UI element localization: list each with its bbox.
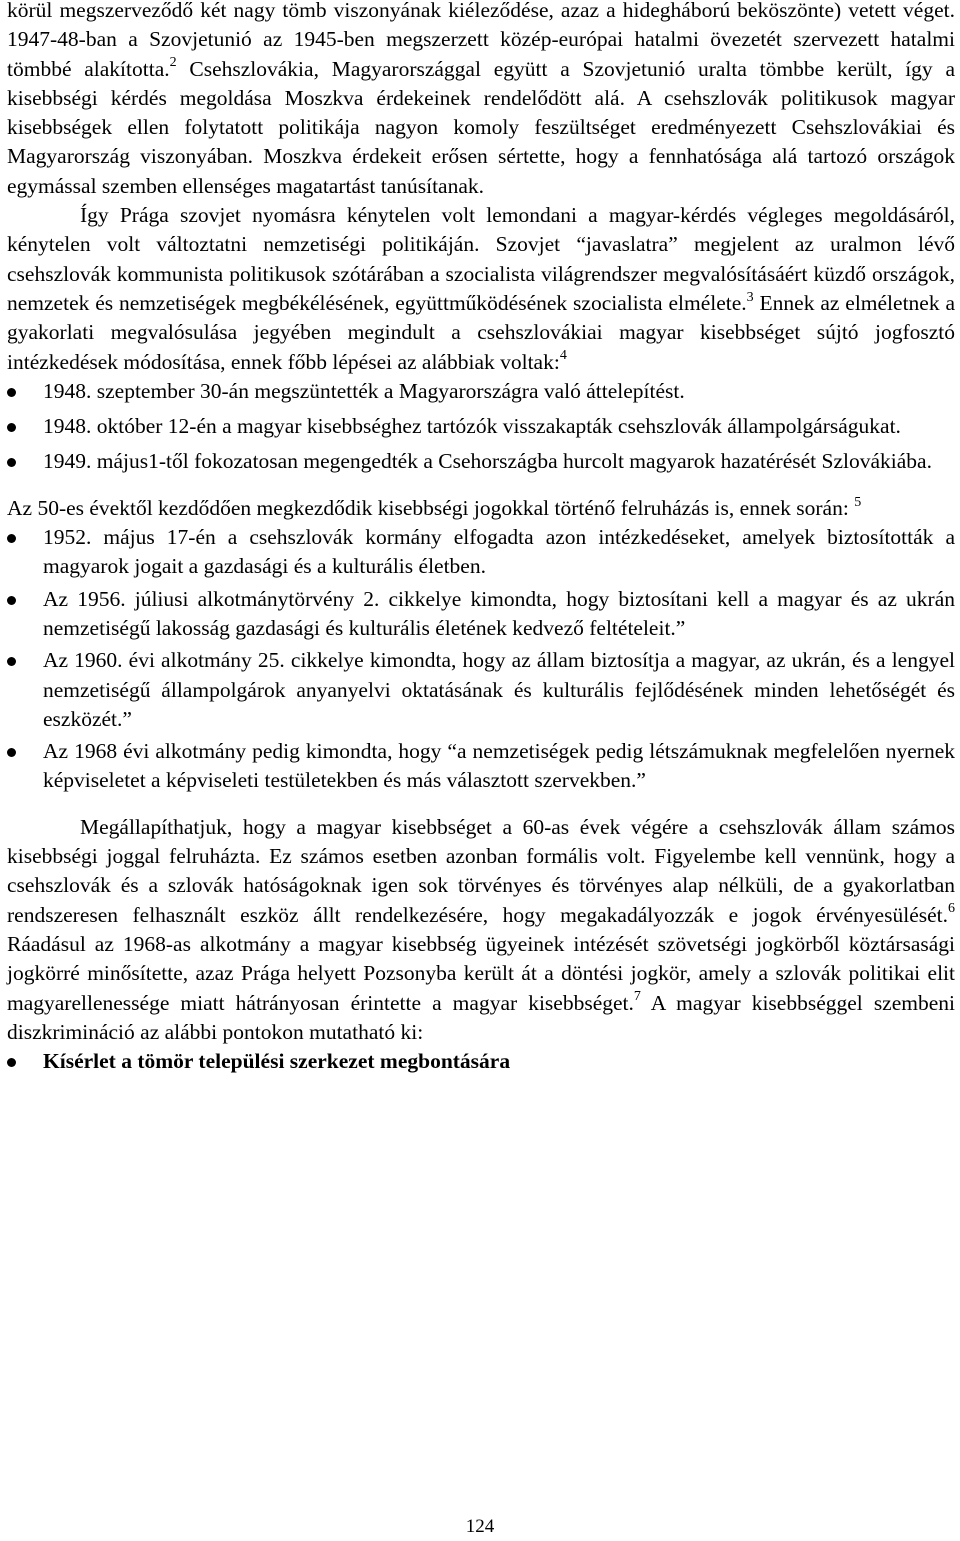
- paragraph-1: [7, 0, 955, 201]
- section-heading-list: [7, 1047, 955, 1076]
- bullet-icon: [7, 748, 16, 757]
- footnote-ref-4[interactable]: 4: [559, 348, 567, 364]
- list-item-text: Az 1956. júliusi alkotmánytörvény 2. cikkelye kimondta, hogy biztosítani kell a magyar és az ukrán nemzetiségű lakosság gazdasági és kulturális életének kedvező feltételeit.”: [43, 586, 955, 640]
- footnote-ref-5[interactable]: 5: [854, 494, 862, 510]
- paragraph-4: [7, 813, 955, 1047]
- paragraph-3: [7, 494, 955, 523]
- paragraph-2-text-a: Így Prága szovjet nyomásra kénytelen volt lemondani a magyar-kérdés végleges megoldásáról, kénytelen volt változtatni nemzetiségi politikáján. Szovjet “javaslatra” megjelent az uralmon lévő csehszlovák kommunista politikusok szótárában a szocialista világrendszer megvalósításáért küzdő országok, nemzetek és nemzetiségek megbékélésének, együttműködésének szocialista elmélete.: [7, 203, 955, 315]
- paragraph-3-text: Az 50-es évektől kezdődően megkezdődik kisebbségi jogokkal történő felruházás is, ennek során:: [7, 495, 855, 520]
- paragraph-1-text-b: Csehszlovákia, Magyarországgal együtt a Szovjetunió uralta tömbbe került, így a kisebbségi kérdés megoldása Moszkva érdekeinek rendelődött alá. A csehszlovák politikusok magyar kisebbségek ellen folytatott politikája nagyon komoly feszültséget eredményezett Csehszlovákiai és Magyarország viszonyában. Moszkva érdekeit erősen sértette, hogy a fennhatósága alá tartozó országok egymással szemben ellenséges magatartást tanúsítanak.: [7, 56, 955, 198]
- bullet-icon: [7, 596, 16, 605]
- list-item: [7, 377, 955, 406]
- list-item: [7, 523, 955, 582]
- footnote-ref-7[interactable]: 7: [633, 989, 641, 1005]
- document-page: [7, 0, 955, 1076]
- paragraph-4-text-c: A magyar kisebbséggel szembeni diszkrimináció az alábbi pontokon mutatható ki:: [7, 990, 956, 1044]
- footnote-ref-2[interactable]: 2: [169, 55, 177, 71]
- list-item-text: 1952. május 17-én a csehszlovák kormány elfogadta azon intézkedéseket, amelyek biztosították a magyarok jogait a gazdasági és a kulturális életben.: [43, 525, 955, 579]
- list-item: [7, 447, 955, 476]
- section-heading-text: Kísérlet a tömör települési szerkezet megbontására: [43, 1049, 511, 1074]
- bullet-icon: [7, 423, 16, 432]
- page-number: 124: [465, 1516, 495, 1537]
- paragraph-4-text-a: Megállapíthatjuk, hogy a magyar kisebbséget a 60-as évek végére a csehszlovák állam számos kisebbségi joggal felruházta. Ez számos esetben azonban formális volt. Figyelembe kell vennünk, hogy a csehszlovák és a szlovák hatóságoknak igen sok törvényes és törvényes alap nélküli, de a gyakorlatban rendszeresen felhasznált eszköz állt rendelkezésére, hogy megakadályozzák e jogok érvényesülését.: [7, 814, 955, 927]
- list-item: [7, 412, 955, 441]
- bullet-icon: [7, 657, 16, 666]
- list-item-text: 1949. május1-től fokozatosan megengedték a Csehországba hurcolt magyarok hazatérését Szlovákiába.: [43, 449, 932, 474]
- paragraph-1-text-a: körül megszerveződő két nagy tömb viszonyának kiéleződése, azaz a hidegháború beköszönte) vetett véget. 1947-48-ban a Szovjetunió az 1945-ben megszerzett közép-európai hatalmi övezetét szervezett hatalmi tömbbé alakította.: [7, 0, 955, 81]
- bullet-icon: [7, 388, 16, 397]
- bullet-list-2: [7, 523, 955, 796]
- list-item: [7, 646, 955, 734]
- list-item-text: 1948. szeptember 30-án megszüntették a Magyarországra való áttelepítést.: [43, 378, 685, 403]
- paragraph-2-text-b: Ennek az elméletnek a gyakorlati megvalósulása jegyében megindult a csehszlovákiai magyar kisebbséget sújtó jogfosztó intézkedések módosítása, ennek főbb lépései az alábbiak voltak:: [7, 290, 956, 374]
- footnote-ref-3[interactable]: 3: [746, 289, 754, 305]
- bullet-icon: [7, 458, 16, 467]
- list-item-text: 1948. október 12-én a magyar kisebbséghez tartózók visszakapták csehszlovák állampolgárságukat.: [43, 414, 901, 439]
- bullet-list-1: [7, 377, 955, 477]
- list-item-text: Az 1960. évi alkotmány 25. cikkelye kimondta, hogy az állam biztosítja a magyar, az ukrán, és a lengyel nemzetiségű állampolgárok anyanyelvi oktatásának és kulturális fejlődésének minden lehetőségét és eszközét.”: [43, 648, 955, 731]
- bullet-icon: [7, 534, 16, 543]
- paragraph-2: [7, 201, 955, 377]
- section-heading-item: [7, 1047, 955, 1076]
- list-item: [7, 585, 955, 644]
- list-item-text: Az 1968 évi alkotmány pedig kimondta, hogy “a nemzetiségek pedig létszámuknak megfelelően nyernek képviseletet a képviseleti testületekben és más választott szervekben.”: [43, 739, 955, 793]
- list-item: [7, 737, 955, 796]
- bullet-icon: [7, 1058, 16, 1067]
- footnote-ref-6[interactable]: 6: [948, 901, 955, 917]
- paragraph-4-text-b: Ráadásul az 1968-as alkotmány a magyar kisebbség ügyeinek intézését szövetségi jogkörből köztársasági jogkörré minősítette, azaz Prága helyett Pozsonyba került át a döntési jogkör, amely a szlovák politikai elit magyarellenessége miatt hátrányosan érintette a magyar kisebbséget.: [7, 931, 955, 1015]
